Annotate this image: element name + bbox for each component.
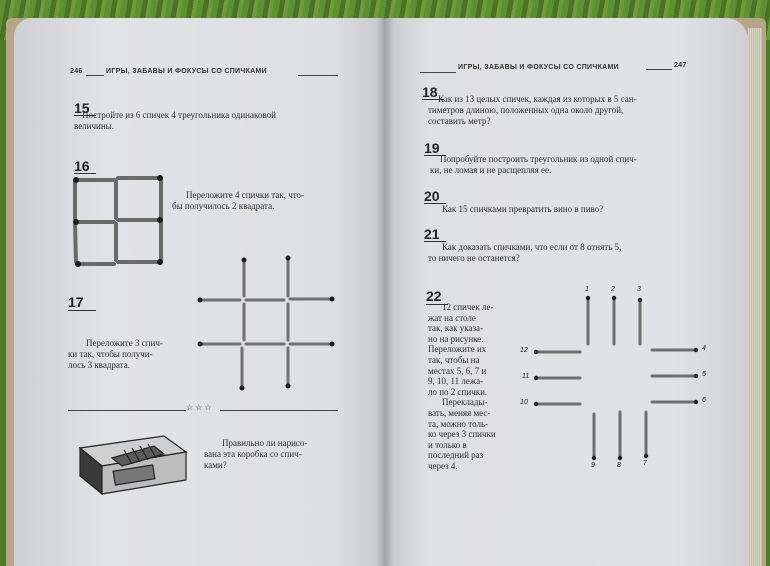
figure-22-twelve-matches (384, 18, 748, 566)
text-line: местах 5, 6, 7 и (428, 365, 487, 376)
problem-22-number: 22 (426, 288, 442, 304)
right-page (384, 18, 748, 566)
text-line: ло по 2 спички. (428, 386, 488, 397)
text-line: вана эта коробка со спич- (204, 449, 302, 459)
right-running-head: ИГРЫ, ЗАБАВЫ И ФОКУСЫ СО СПИЧКАМИ (458, 64, 619, 71)
text-line: так, как указа- (428, 323, 484, 334)
text-line: бы получилось 2 квадрата. (172, 201, 275, 211)
text-line: Как доказать спичками, что если от 8 отнять 5, (442, 242, 622, 252)
problem-17-number: 17 (68, 294, 84, 310)
text-line: лось 3 квадрата. (68, 360, 130, 370)
figure-17-match-grid (200, 258, 332, 388)
text-line: но на рисунке. (428, 333, 484, 344)
figure-17-match-heads (198, 256, 335, 391)
problem-20-text: Как 15 спичками превратить вино в пиво? (442, 204, 604, 214)
match-label-7: 7 (643, 460, 647, 467)
text-line: так, чтобы на (428, 354, 480, 365)
match-label-3: 3 (637, 286, 641, 293)
text-line: последний раз (428, 450, 484, 461)
text-line: и только в (428, 439, 467, 450)
text-line: ками? (204, 460, 227, 470)
left-running-head: ИГРЫ, ЗАБАВЫ И ФОКУСЫ СО СПИЧКАМИ (106, 68, 267, 75)
text-line: 9, 10, 11 лежа- (428, 376, 484, 387)
text-line: та, можно толь- (428, 418, 489, 429)
match-label-12: 12 (520, 347, 528, 354)
match-label-2: 2 (611, 286, 615, 293)
text-line: вать, меняя мес- (428, 407, 491, 418)
figure-16-match-squares (75, 178, 161, 264)
problem-20-number: 20 (424, 188, 440, 204)
text-line: Постройте из 6 спичек 4 треугольника одинаковой (82, 110, 276, 120)
match-label-10: 10 (520, 399, 528, 406)
text-line: ки так, чтобы получи- (68, 349, 153, 359)
text-line: величины. (74, 121, 114, 131)
match-label-4: 4 (702, 345, 706, 352)
match-label-8: 8 (617, 462, 621, 469)
problem-21-number: 21 (424, 226, 440, 242)
left-figures (14, 18, 386, 566)
book-gutter (376, 18, 394, 566)
text-line: ки, не ломая и не расщепляя ее. (430, 165, 552, 175)
problem-16-number: 16 (74, 158, 90, 174)
problem-15-number: 15 (74, 100, 90, 116)
text-line: через 4. (428, 460, 458, 471)
text-line: Переложите 4 спички так, что- (186, 190, 305, 200)
problem-19-number: 19 (424, 140, 440, 156)
text-line: Правильно ли нарисо- (222, 438, 308, 448)
right-page-number: 247 (674, 62, 687, 69)
page-edges (748, 28, 762, 566)
separator-stars: ☆ ☆ ☆ (186, 403, 212, 412)
match-label-5: 5 (702, 371, 706, 378)
text-line: Переклады- (442, 397, 488, 408)
text-line: тиметров длиною, положенных одна около другой, (428, 105, 624, 115)
text-line: Переложите их (428, 344, 487, 355)
text-line: ко через 3 спички (428, 429, 496, 440)
text-line: то ничего не останется? (428, 253, 520, 263)
left-page (14, 18, 386, 566)
text-line: Как из 13 целых спичек, каждая из которых в 5 сан- (438, 94, 637, 104)
text-line: 12 спичек ле- (442, 302, 494, 312)
match-label-9: 9 (591, 462, 595, 469)
text-line: жат на столе (428, 312, 476, 323)
left-page-number: 246 (70, 68, 83, 75)
matchbox-illustration (80, 436, 186, 494)
text-line: Переложите 3 спич- (86, 338, 163, 348)
text-line: составить метр? (428, 116, 491, 126)
problem-18-number: 18 (422, 84, 438, 100)
match-label-11: 11 (522, 373, 530, 380)
match-label-6: 6 (702, 397, 706, 404)
match-label-1: 1 (585, 286, 589, 293)
text-line: Попробуйте построить треугольник из одной спич- (440, 154, 637, 164)
open-book (6, 18, 766, 566)
